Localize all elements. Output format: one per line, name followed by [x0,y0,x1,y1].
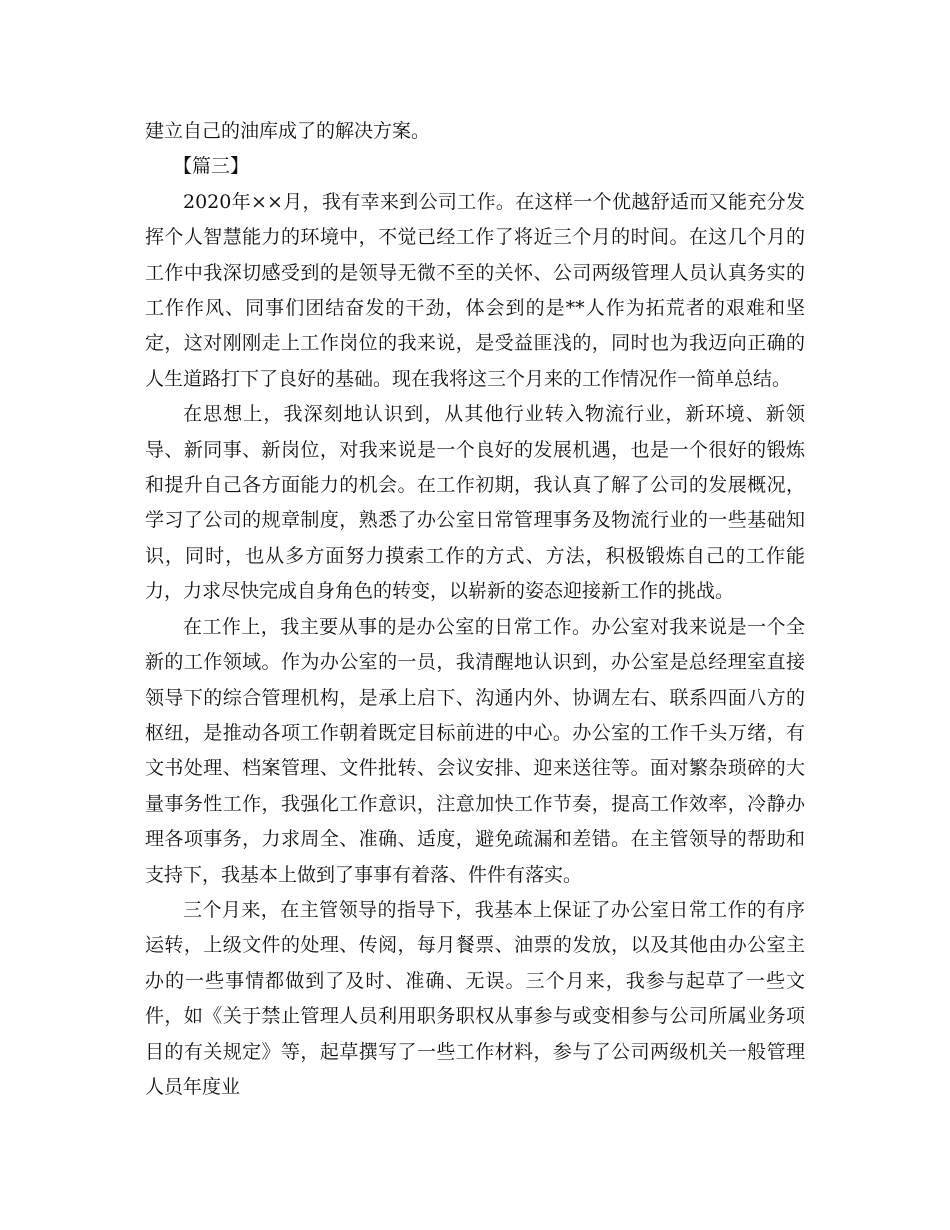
document-body [145,114,805,1105]
section-title: 【篇三】 [173,155,250,178]
paragraph-4: 三个月来，在主管领导的指导下，我基本上保证了办公室日常工作的有序运转，上级文件的处理、传阅，每月餐票、油票的发放，以及其他由办公室主办的一些事情都做到了及时、准确、无误。三个月来，我参与起草了一些文件，如《关于禁止管理人员利用职务职权从事参与或变相参与公司所属业务项目的有关规定》等，起草撰写了一些工作材料，参与了公司两级机关一般管理人员年度业 [145,898,805,1098]
continuation-text: 建立自己的油库成了的解决方案。 [145,120,431,142]
paragraph-3: 在工作上，我主要从事的是办公室的日常工作。办公室对我来说是一个全新的工作领域。作为办公室的一员，我清醒地认识到，办公室是总经理室直接领导下的综合管理机构，是承上启下、沟通内外、协调左右、联系四面八方的枢纽，是推动各项工作朝着既定目标前进的中心。办公室的工作千头万绪，有文书处理、档案管理、文件批转、会议安排、迎来送往等。面对繁杂琐碎的大量事务性工作，我强化工作意识，注意加快工作节奏，提高工作效率，冷静办理各项事务，力求周全、准确、适度，避免疏漏和差错。在主管领导的帮助和支持下，我基本上做到了事事有着落、件件有落实。 [145,615,805,886]
paragraph-2: 在思想上，我深刻地认识到，从其他行业转入物流行业，新环境、新领导、新同事、新岗位，对我来说是一个良好的发展机遇，也是一个很好的锻炼和提升自己各方面能力的机会。在工作初期，我认真了解了公司的发展概况，学习了公司的规章制度，熟悉了办公室日常管理事务及物流行业的一些基础知识，同时，也从多方面努力摸索工作的方式、方法，积极锻炼自己的工作能力，力求尽快完成自身角色的转变，以崭新的姿态迎接新工作的挑战。 [145,403,805,603]
paragraph-1: 2020年××月，我有幸来到公司工作。在这样一个优越舒适而又能充分发挥个人智慧能力的环境中，不觉已经工作了将近三个月的时间。在这几个月的工作中我深切感受到的是领导无微不至的关怀、公司两级管理人员认真务实的工作作风、同事们团结奋发的干劲，体会到的是**人作为拓荒者的艰难和坚定，这对刚刚走上工作岗位的我来说，是受益匪浅的，同时也为我迈向正确的人生道路打下了良好的基础。现在我将这三个月来的工作情况作一简单总结。 [145,190,805,390]
